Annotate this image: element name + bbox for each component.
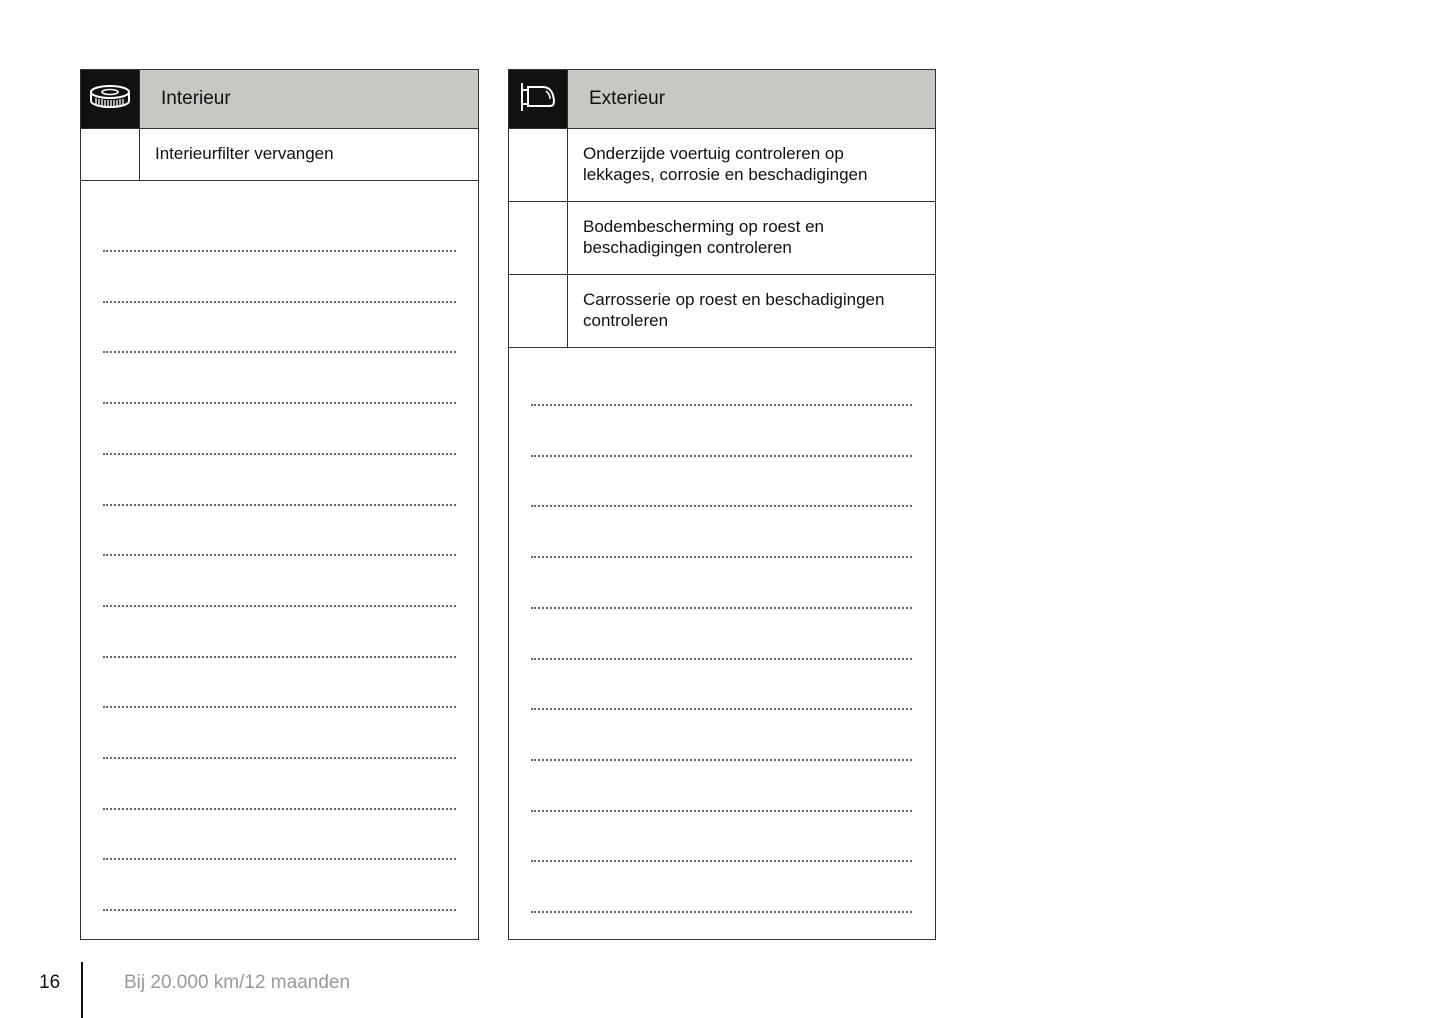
car-mirror-icon xyxy=(518,81,558,118)
note-line xyxy=(531,911,912,913)
exterior-item-checkbox[interactable] xyxy=(509,202,568,274)
interior-filter-icon xyxy=(89,84,131,115)
note-line xyxy=(531,607,912,609)
exterior-header xyxy=(509,70,935,129)
note-line xyxy=(531,455,912,457)
interior-header xyxy=(81,70,478,129)
exterior-item-checkbox[interactable] xyxy=(509,129,568,201)
note-line xyxy=(103,351,456,353)
exterior-icon-cell xyxy=(509,70,567,128)
note-line xyxy=(103,656,456,658)
exterior-item-row xyxy=(509,275,935,348)
exterior-item-label: Bodembescherming op roest en beschadigingen controleren xyxy=(583,217,824,257)
note-line xyxy=(103,250,456,252)
footer-divider xyxy=(81,962,83,1018)
exterior-panel xyxy=(508,69,936,940)
interior-item-label: Interieurfilter vervangen xyxy=(155,144,334,163)
footer-section-title: Bij 20.000 km/12 maanden xyxy=(124,972,351,993)
note-line xyxy=(531,404,912,406)
note-line xyxy=(103,504,456,506)
note-line xyxy=(103,909,456,911)
note-line xyxy=(103,706,456,708)
exterior-item-checkbox[interactable] xyxy=(509,275,568,347)
exterior-item-label: Carrosserie op roest en beschadigingen controleren xyxy=(583,290,885,330)
note-line xyxy=(531,556,912,558)
note-line xyxy=(103,453,456,455)
exterior-item-label: Onderzijde voertuig controleren op lekkages, corrosie en beschadigingen xyxy=(583,144,868,184)
page-number: 16 xyxy=(39,972,61,993)
interior-icon-cell xyxy=(81,70,139,128)
note-line xyxy=(531,860,912,862)
interior-item-checkbox[interactable] xyxy=(81,129,140,180)
note-line xyxy=(531,708,912,710)
note-line xyxy=(531,658,912,660)
note-line xyxy=(531,505,912,507)
exterior-item-row xyxy=(509,202,935,275)
interior-title: Interieur xyxy=(139,70,478,128)
interior-item-row xyxy=(81,129,478,181)
note-line xyxy=(531,810,912,812)
interior-panel xyxy=(80,69,479,940)
note-line xyxy=(103,858,456,860)
note-line xyxy=(103,402,456,404)
note-line xyxy=(103,554,456,556)
note-line xyxy=(103,808,456,810)
exterior-title: Exterieur xyxy=(567,70,935,128)
note-line xyxy=(103,605,456,607)
note-line xyxy=(531,759,912,761)
exterior-item-row xyxy=(509,129,935,202)
note-line xyxy=(103,301,456,303)
note-line xyxy=(103,757,456,759)
